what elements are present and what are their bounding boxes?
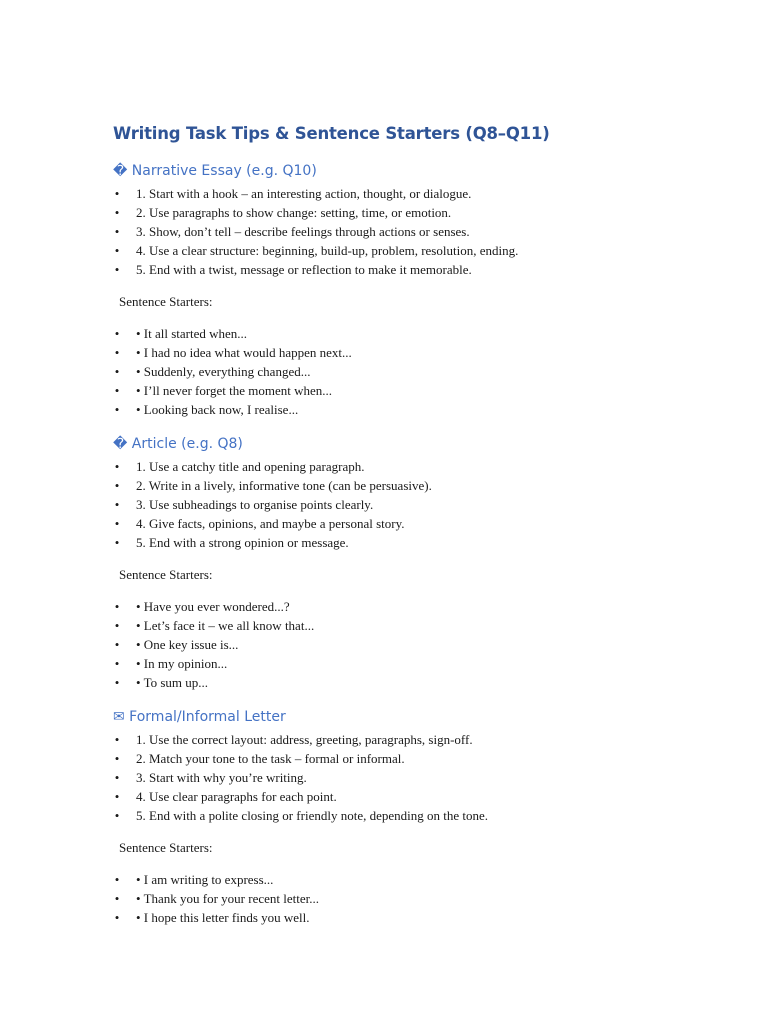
starters-label: Sentence Starters: [119,840,213,855]
article-tips-list [113,457,432,552]
list-item: • • I’ll never forget the moment when... [114,383,333,398]
letter-starters-list [113,870,319,927]
list-item: • • Thank you for your recent letter... [114,891,320,906]
bullet-icon: • [114,808,120,823]
bullet-icon: • [114,402,120,417]
list-item: • • It all started when... [114,326,248,341]
bullet-icon: • [114,656,120,671]
bullet-icon: • [114,383,120,398]
bullet-icon: • [114,789,120,804]
bullet-icon: • [114,326,120,341]
bullet-icon: • [114,224,120,239]
list-item: • • Let’s face it – we all know that... [114,618,315,633]
bullet-icon: • [114,637,120,652]
list-item: • 3. Use subheadings to organise points clearly. [114,497,374,512]
list-item: • • I am writing to express... [114,872,274,887]
page-title: Writing Task Tips & Sentence Starters (Q8–Q11) [113,124,550,143]
starters-label: Sentence Starters: [119,567,213,582]
bullet-icon: • [114,459,120,474]
narrative-starters-list [113,324,352,419]
list-item: • • Suddenly, everything changed... [114,364,311,379]
bullet-icon: • [114,205,120,220]
list-item: • 2. Write in a lively, informative tone (can be persuasive). [114,478,432,493]
list-item: • • Looking back now, I realise... [114,402,299,417]
list-item: • 5. End with a strong opinion or message. [114,535,349,550]
bullet-icon: • [114,262,120,277]
list-item: • • One key issue is... [114,637,239,652]
section-heading-narrative: � Narrative Essay (e.g. Q10) [113,163,317,179]
bullet-icon: • [114,618,120,633]
bullet-icon: • [114,516,120,531]
list-item: • 4. Give facts, opinions, and maybe a personal story. [114,516,405,531]
list-item: • 1. Use a catchy title and opening paragraph. [114,459,365,474]
list-item: • 3. Show, don’t tell – describe feelings through actions or senses. [114,224,470,239]
bullet-icon: • [114,364,120,379]
letter-tips-list [113,730,488,825]
bullet-icon: • [114,478,120,493]
list-item: • • I had no idea what would happen next... [114,345,352,360]
bullet-icon: • [114,675,120,690]
narrative-tips-list [113,184,518,279]
bullet-icon: • [114,345,120,360]
list-item: • 1. Start with a hook – an interesting action, thought, or dialogue. [114,186,472,201]
list-item: • • Have you ever wondered...? [114,599,290,614]
section-heading-article: � Article (e.g. Q8) [113,436,243,452]
bullet-icon: • [114,243,120,258]
list-item: • 4. Use clear paragraphs for each point. [114,789,337,804]
list-item: • 2. Use paragraphs to show change: setting, time, or emotion. [114,205,452,220]
bullet-icon: • [114,770,120,785]
list-item: • • I hope this letter finds you well. [114,910,310,925]
bullet-icon: • [114,599,120,614]
starters-label: Sentence Starters: [119,294,213,309]
bullet-icon: • [114,751,120,766]
list-item: • • In my opinion... [114,656,228,671]
list-item: • 4. Use a clear structure: beginning, build-up, problem, resolution, ending. [114,243,519,258]
bullet-icon: • [114,497,120,512]
bullet-icon: • [114,872,120,887]
bullet-icon: • [114,910,120,925]
bullet-icon: • [114,891,120,906]
article-starters-list [113,597,314,692]
list-item: • 1. Use the correct layout: address, greeting, paragraphs, sign-off. [114,732,473,747]
list-item: • 2. Match your tone to the task – formal or informal. [114,751,405,766]
bullet-icon: • [114,186,120,201]
list-item: • 5. End with a twist, message or reflection to make it memorable. [114,262,472,277]
bullet-icon: • [114,732,120,747]
list-item: • 3. Start with why you’re writing. [114,770,307,785]
list-item: • 5. End with a polite closing or friendly note, depending on the tone. [114,808,489,823]
section-heading-letter: ✉ Formal/Informal Letter [113,709,286,725]
list-item: • • To sum up... [114,675,209,690]
bullet-icon: • [114,535,120,550]
